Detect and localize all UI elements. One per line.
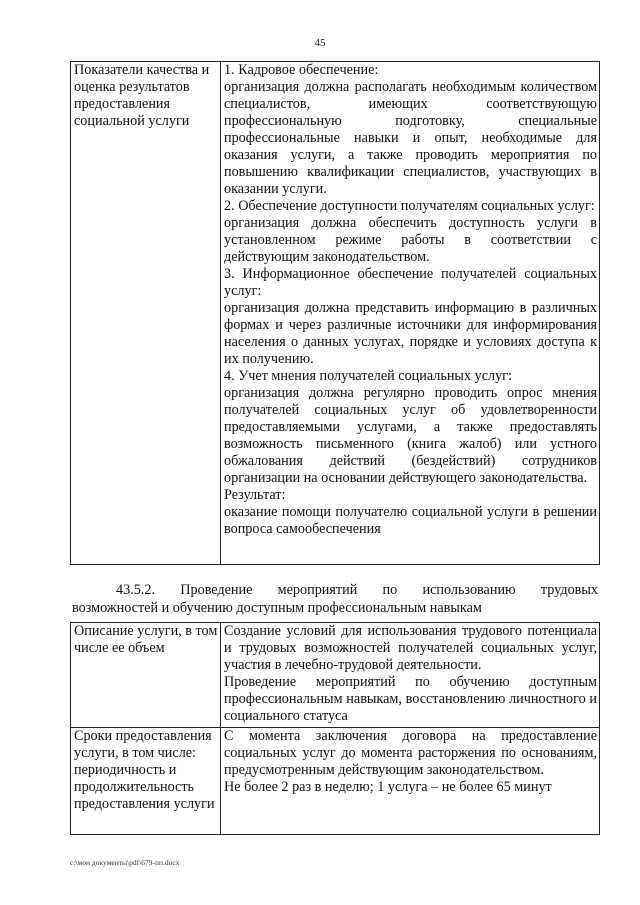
- page-number: 45: [314, 37, 326, 49]
- paragraph: организация должна регулярно проводить опрос мнения получателей социальных услуг об удовлетворенности предоставляемыми услугами, а также предоставлять возможность письменного (книга жалоб) или устного обжалования действий (бездействий) сотрудников организации на основании действующего законодательства.: [224, 385, 597, 486]
- table-row: [71, 62, 600, 565]
- paragraph: Создание условий для использования трудового потенциала и трудовых возможностей получателей социальных услуг, участия в лечебно-трудовой деятельности.: [224, 623, 597, 673]
- paragraph: Не более 2 раз в неделю; 1 услуга – не более 65 минут: [224, 779, 552, 795]
- paragraph: Проведение мероприятий по обучению доступным профессиональным навыкам, восстановлению личностного и социального статуса: [224, 674, 597, 724]
- paragraph: С момента заключения договора на предоставление социальных услуг до момента расторжения по основаниям, предусмотренным действующим законодательством.: [224, 728, 597, 778]
- row-content: [221, 623, 600, 728]
- quality-indicators-table: [70, 61, 600, 565]
- file-path-footer: c:\мои документы\pdf\679-пп.docx: [70, 858, 180, 867]
- section-heading-line: 43.5.2. Проведение мероприятий по использованию трудовых: [116, 582, 598, 598]
- paragraph: Результат:: [224, 487, 286, 503]
- paragraph: 1. Кадровое обеспечение:: [224, 62, 379, 78]
- row-label: Сроки предоставления услуги, в том числе: периодичность и продолжительность предоставления услуги: [71, 728, 221, 835]
- paragraph: 4. Учет мнения получателей социальных услуг:: [224, 368, 512, 384]
- table-row: [71, 623, 600, 728]
- row-content: [221, 728, 600, 835]
- table-row: [71, 728, 600, 835]
- row-label: Показатели качества и оценка результатов предоставления социальной услуги: [71, 62, 221, 565]
- service-description-table: [70, 622, 600, 835]
- section-heading: [72, 581, 598, 617]
- paragraph: организация должна представить информацию в различных формах и через различные источники для информирования населения о данных услугах, порядке и условиях доступа к их получению.: [224, 300, 597, 367]
- paragraph: 2. Обеспечение доступности получателям социальных услуг:: [224, 198, 595, 214]
- row-label: Описание услуги, в том числе ее объем: [71, 623, 221, 728]
- paragraph: 3. Информационное обеспечение получателей социальных услуг:: [224, 266, 597, 299]
- section-heading-line: возможностей и обучению доступным профессиональным навыкам: [72, 600, 482, 616]
- row-content: [221, 62, 600, 565]
- paragraph: организация должна располагать необходимым количеством специалистов, имеющих соответствующую профессиональную подготовку, специальные профессиональные навыки и опыт, необходимые для оказания услуги, а также проводить мероприятия по повышению квалификации специалистов, участвующих в оказании услуги.: [224, 79, 597, 197]
- paragraph: оказание помощи получателю социальной услуги в решении вопроса самообеспечения: [224, 504, 597, 537]
- paragraph: организация должна обеспечить доступность услуги в установленном режиме работы в соответствии с действующим законодательством.: [224, 215, 597, 265]
